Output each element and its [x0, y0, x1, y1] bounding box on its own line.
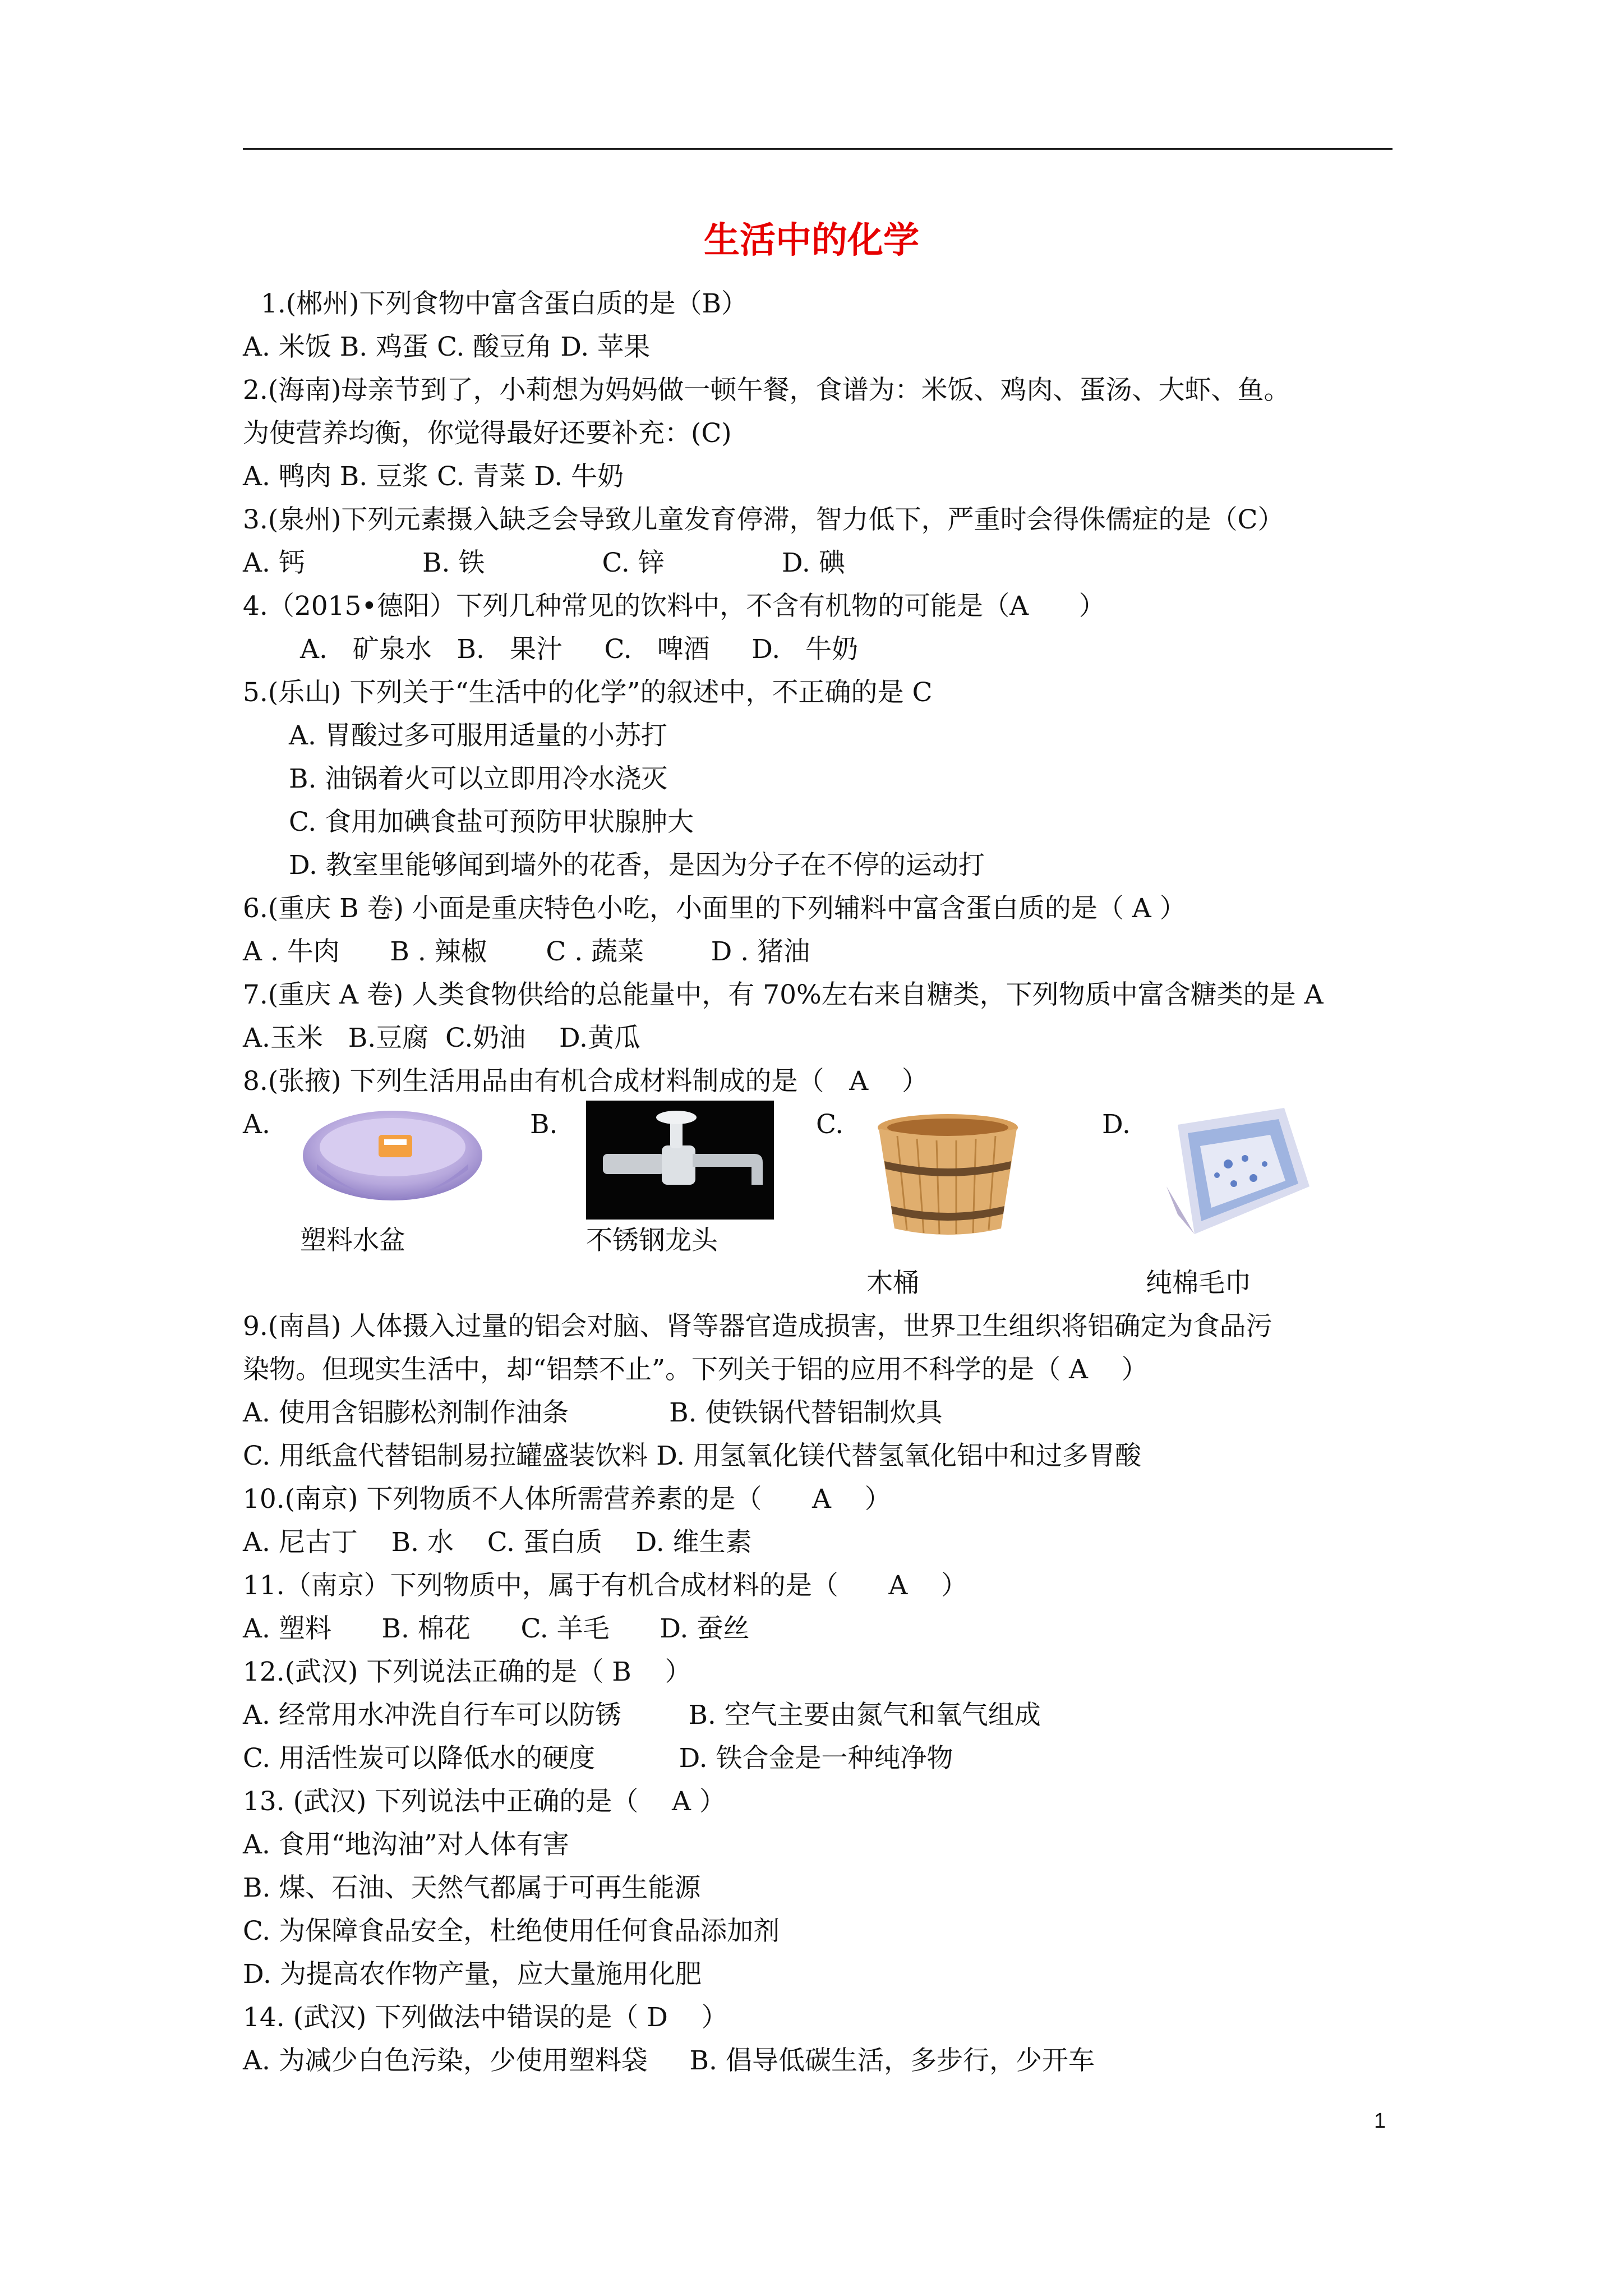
faucet-image — [586, 1101, 774, 1220]
text-line: D. 为提高农作物产量，应大量施用化肥 — [243, 1959, 702, 1990]
option-a-label: 塑料水盆 — [300, 1225, 405, 1256]
text-line: A. 使用含铝膨松剂制作油条 B. 使铁锅代替铝制炊具 — [243, 1397, 943, 1428]
text-line: 2.(海南)母亲节到了，小莉想为妈妈做一顿午餐，食谱为：米饭、鸡肉、蛋汤、大虾、鱼。 — [243, 375, 1290, 406]
text-line: A. 钙 B. 铁 C. 锌 D. 碘 — [243, 547, 845, 578]
text-line: 4.（2015•德阳）下列几种常见的饮料中，不含有机物的可能是（A ） — [243, 591, 1105, 622]
option-letter-d: D. — [1102, 1109, 1131, 1140]
text-line: C. 用活性炭可以降低水的硬度 D. 铁合金是一种纯净物 — [243, 1743, 953, 1774]
text-line: 6.(重庆 B 卷) 小面是重庆特色小吃，小面里的下列辅料中富含蛋白质的是（ A ） — [243, 893, 1186, 924]
text-line: 9.(南昌) 人体摄入过量的铝会对脑、肾等器官造成损害，世界卫生组织将铝确定为食品污 — [243, 1311, 1272, 1342]
option-d-label: 纯棉毛巾 — [1146, 1268, 1251, 1299]
text-line: 7.(重庆 A 卷) 人类食物供给的总能量中，有 70%左右来自糖类，下列物质中富含糖类的是 A — [243, 979, 1324, 1010]
text-line: 12.(武汉) 下列说法正确的是（ B ） — [243, 1657, 691, 1687]
text-line: D. 教室里能够闻到墙外的花香，是因为分子在不停的运动打 — [289, 850, 985, 881]
text-line: B. 煤、石油、天然气都属于可再生能源 — [243, 1872, 701, 1903]
text-line: A. 胃酸过多可服用适量的小苏打 — [289, 720, 667, 751]
text-line: C. 用纸盒代替铝制易拉罐盛装饮料 D. 用氢氧化镁代替氢氧化铝中和过多胃酸 — [243, 1441, 1141, 1471]
header-rule — [243, 148, 1393, 150]
cotton-towel-image — [1155, 1102, 1315, 1237]
text-line: 14. (武汉) 下列做法中错误的是（ D ） — [243, 2002, 728, 2033]
text-line: 染物。但现实生活中，却“铝禁不止”。下列关于铝的应用不科学的是（ A ） — [243, 1354, 1148, 1385]
text-line: 3.(泉州)下列元素摄入缺乏会导致儿童发育停滞，智力低下，严重时会得侏儒症的是（C） — [243, 504, 1284, 535]
option-c-label: 木桶 — [866, 1268, 919, 1299]
text-line: A. 经常用水冲洗自行车可以防锈 B. 空气主要由氮气和氧气组成 — [243, 1700, 1041, 1731]
text-line: A. 米饭 B. 鸡蛋 C. 酸豆角 D. 苹果 — [243, 332, 651, 362]
text-line: A. 食用“地沟油”对人体有害 — [243, 1829, 569, 1860]
text-line: A. 为减少白色污染，少使用塑料袋 B. 倡导低碳生活，多步行，少开车 — [243, 2045, 1095, 2076]
text-line: A. 塑料 B. 棉花 C. 羊毛 D. 蚕丝 — [243, 1613, 750, 1644]
text-line: 8.(张掖) 下列生活用品由有机合成材料制成的是（ A ） — [243, 1066, 928, 1097]
text-line: C. 食用加碘食盐可预防甲状腺肿大 — [289, 807, 694, 838]
option-b-label: 不锈钢龙头 — [586, 1225, 718, 1256]
text-line: 1.(郴州)下列食物中富含蛋白质的是（B） — [261, 288, 748, 319]
text-line: A. 矿泉水 B. 果汁 C. 啤酒 D. 牛奶 — [300, 634, 859, 665]
page-title: 生活中的化学 — [704, 220, 919, 261]
option-letter-b: B. — [530, 1109, 558, 1140]
text-line: 为使营养均衡，你觉得最好还要补充：(C) — [243, 418, 732, 449]
text-line: A.玉米 B.豆腐 C.奶油 D.黄瓜 — [243, 1023, 640, 1053]
text-line: A. 尼古丁 B. 水 C. 蛋白质 D. 维生素 — [243, 1527, 752, 1558]
text-line: 13. (武汉) 下列说法中正确的是（ A ） — [243, 1786, 726, 1817]
wooden-bucket-image — [872, 1111, 1023, 1237]
text-line: A . 牛肉 B . 辣椒 C . 蔬菜 D . 猪油 — [243, 936, 810, 967]
option-letter-c: C. — [816, 1109, 844, 1140]
text-line: 5.(乐山) 下列关于“生活中的化学”的叙述中，不正确的是 C — [243, 677, 933, 708]
page-number: 1 — [1374, 2109, 1386, 2133]
text-line: B. 油锅着火可以立即用冷水浇灭 — [289, 763, 668, 794]
text-line: A. 鸭肉 B. 豆浆 C. 青菜 D. 牛奶 — [243, 461, 624, 492]
plastic-basin-image — [300, 1102, 485, 1220]
text-line: C. 为保障食品安全，杜绝使用任何食品添加剂 — [243, 1916, 780, 1947]
text-line: 11.（南京）下列物质中，属于有机合成材料的是（ A ） — [243, 1570, 968, 1601]
text-line: 10.(南京) 下列物质不人体所需营养素的是（ A ） — [243, 1484, 891, 1515]
option-letter-a: A. — [243, 1109, 270, 1140]
